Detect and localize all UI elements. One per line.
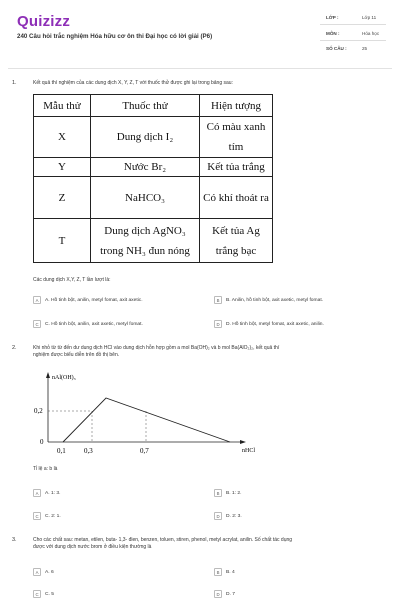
table-cell: Dung dịch I₂ [91,117,200,158]
origin-label: 0 [40,438,44,446]
option-c[interactable] [33,320,143,328]
option-text: D. 7 [226,591,235,597]
option-text: C. Hồ tinh bột, anilin, axit axetic, metyl fomat. [45,321,143,327]
table-cell: Kết tủa Ag trắng bạc [200,219,273,263]
question-3-text-line2: được với dung dịch nước brom ở điều kiện thường là [33,544,152,550]
question-1-prompt: Các dung dịch X,Y, Z, T lần lượt là: [33,277,111,283]
question-2-text-line1: Khi nhỏ từ từ đến dư dung dịch HCl vào dung dịch hỗn hợp gồm a mol Ba(OH)₂ và b mol Ba(AlO₂)₂, kết quả thí [33,345,280,351]
option-text: B. 4 [226,569,235,575]
option-text: B. 1: 2. [226,490,242,496]
option-key-box: A [33,489,41,497]
question-count-label: SỐ CÂU : [326,46,347,51]
option-b[interactable] [214,568,235,576]
y-axis-label: nAl(OH)₃ [52,375,76,381]
table-header: Hiện tượng [200,95,273,117]
titration-graph [30,368,270,468]
experiment-table [33,94,273,263]
table-header: Mẫu thử [34,95,91,117]
option-key-box: B [214,296,222,304]
question-2-prompt: Tỉ lệ a: b là [33,466,58,472]
option-d[interactable] [214,320,324,328]
table-cell: Nước Br₂ [91,158,200,177]
subject-value: Hóa học [362,31,380,36]
meta-divider [320,40,386,41]
graph-curve [63,398,230,442]
option-text: D. 2: 3. [226,513,242,519]
option-text: C. 5 [45,591,54,597]
question-1-number: 1. [12,80,17,86]
option-key-box: A [33,296,41,304]
option-key-box: C [33,512,41,520]
option-key-box: C [33,590,41,598]
question-1-text: Kết quả thí nghiệm của các dung dịch X, Y, Z, T với thuốc thử được ghi lại trong bảng sau: [33,80,233,86]
option-key-box: D [214,320,222,328]
table-cell: Y [34,158,91,177]
option-text: A. 1: 3. [45,490,61,496]
question-count-value: 25 [362,46,368,51]
table-cell: NaHCO₃ [91,177,200,219]
meta-divider [320,24,386,25]
option-a[interactable] [33,568,54,576]
option-a[interactable] [33,489,61,497]
table-cell: X [34,117,91,158]
table-cell: Có khí thoát ra [200,177,273,219]
x-tick-label: 0,1 [57,447,66,455]
grade-label: LỚP : [326,15,339,20]
subject-label: MÔN : [326,31,340,36]
x-axis-label: nHCl [242,448,256,454]
option-key-box: C [33,320,41,328]
option-d[interactable] [214,512,242,520]
table-header: Thuốc thử [91,95,200,117]
option-d[interactable] [214,590,235,598]
option-b[interactable] [214,489,242,497]
table-cell: Z [34,177,91,219]
option-b[interactable] [214,296,323,304]
option-key-box: B [214,568,222,576]
x-axis-arrow [240,440,246,444]
y-axis-arrow [46,372,50,378]
question-3-text-line1: Cho các chất sau: metan, etilen, buta- 1,3- đien, benzen, toluen, stiren, phenol, metyl acrylat, anilin. Số chất tác dụng [33,537,293,543]
option-text: A. 6 [45,569,54,575]
option-a[interactable] [33,296,143,304]
option-c[interactable] [33,590,54,598]
question-3-number: 3. [12,537,17,543]
question-2-text-line2: nghiệm được biểu diễn trên đồ thị bên. [33,352,120,358]
y-tick-label: 0,2 [34,407,43,415]
option-key-box: B [214,489,222,497]
x-tick-label: 0,3 [84,447,93,455]
page-title: 240 Câu hỏi trắc nghiệm Hóa hữu cơ ôn thi Đại học có lời giải (P6) [17,33,213,40]
option-key-box: D [214,590,222,598]
option-key-box: D [214,512,222,520]
quizizz-logo: Quizizz [17,13,71,30]
option-text: D. Hồ tinh bột, metyl fomat, axit axetic, anilin. [226,321,324,327]
option-text: C. 2: 1. [45,513,61,519]
table-cell: T [34,219,91,263]
option-c[interactable] [33,512,61,520]
option-text: B. Anilin, hồ tinh bột, axit axetic, metyl fomat. [226,297,324,303]
option-key-box: A [33,568,41,576]
question-2-number: 2. [12,345,17,351]
table-cell: Kết tủa trắng [200,158,273,177]
table-cell: Dung dịch AgNO₃ trong NH₃ đun nóng [91,219,200,263]
option-text: A. Hồ tinh bột, anilin, metyl fomat, axit axetic. [45,297,143,303]
x-tick-label: 0,7 [140,447,149,455]
grade-value: Lớp 11 [362,15,377,20]
table-cell: Có màu xanh tím [200,117,273,158]
header-divider [8,68,392,69]
